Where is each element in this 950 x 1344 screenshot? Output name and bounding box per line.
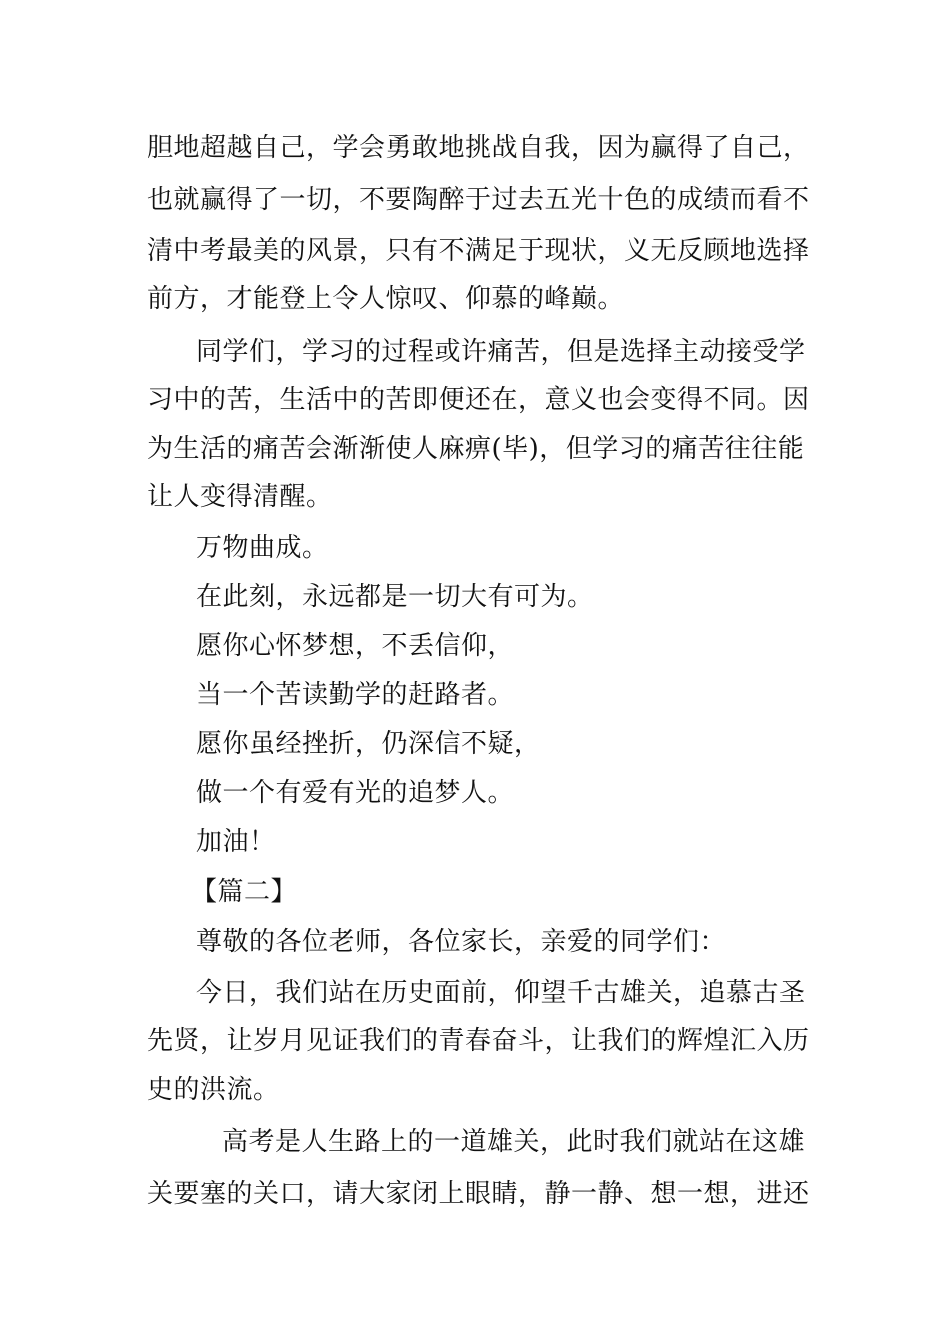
paragraph-line: 高考是人生路上的一道雄关，此时我们就站在这雄 bbox=[222, 1127, 806, 1157]
paragraph-line: 习中的苦，生活中的苦即便还在，意义也会变得不同。因 bbox=[147, 385, 810, 415]
paragraph-line: 愿你虽经挫折，仍深信不疑， bbox=[196, 729, 541, 759]
paragraph-line: 关要塞的关口，请大家闭上眼睛，静一静、想一想，进还 bbox=[147, 1179, 810, 1209]
paragraph-line: 在此刻，永远都是一切大有可为。 bbox=[196, 582, 594, 612]
paragraph-line: 清中考最美的风景，只有不满足于现状，义无反顾地选择 bbox=[147, 236, 810, 266]
paragraph-line: 愿你心怀梦想，不丢信仰， bbox=[196, 631, 515, 661]
paragraph-line: 同学们，学习的过程或许痛苦，但是选择主动接受学 bbox=[196, 337, 806, 367]
paragraph-line: 也就赢得了一切，不要陶醉于过去五光十色的成绩而看不 bbox=[147, 185, 810, 215]
paragraph-line: 史的洪流。 bbox=[147, 1075, 280, 1105]
paragraph-line: 万物曲成。 bbox=[196, 533, 329, 563]
paragraph-line: 做一个有爱有光的追梦人。 bbox=[196, 778, 515, 808]
paragraph-line: 加油！ bbox=[196, 827, 276, 857]
section-heading: 【篇二】 bbox=[191, 877, 298, 907]
paragraph-line: 当一个苦读勤学的赶路者。 bbox=[196, 680, 515, 710]
paragraph-line: 胆地超越自己，学会勇敢地挑战自我，因为赢得了自己， bbox=[147, 133, 810, 163]
salutation-line: 尊敬的各位老师，各位家长，亲爱的同学们： bbox=[196, 927, 727, 957]
paragraph-line: 今日，我们站在历史面前，仰望千古雄关，追慕古圣 bbox=[196, 978, 806, 1008]
paragraph-line: 先贤，让岁月见证我们的青春奋斗，让我们的辉煌汇入历 bbox=[147, 1026, 810, 1056]
paragraph-line: 为生活的痛苦会渐渐使人麻痹(毕)，但学习的痛苦往往能 bbox=[147, 434, 805, 464]
paragraph-line: 前方，才能登上令人惊叹、仰慕的峰巅。 bbox=[147, 284, 625, 314]
paragraph-line: 让人变得清醒。 bbox=[147, 482, 333, 512]
